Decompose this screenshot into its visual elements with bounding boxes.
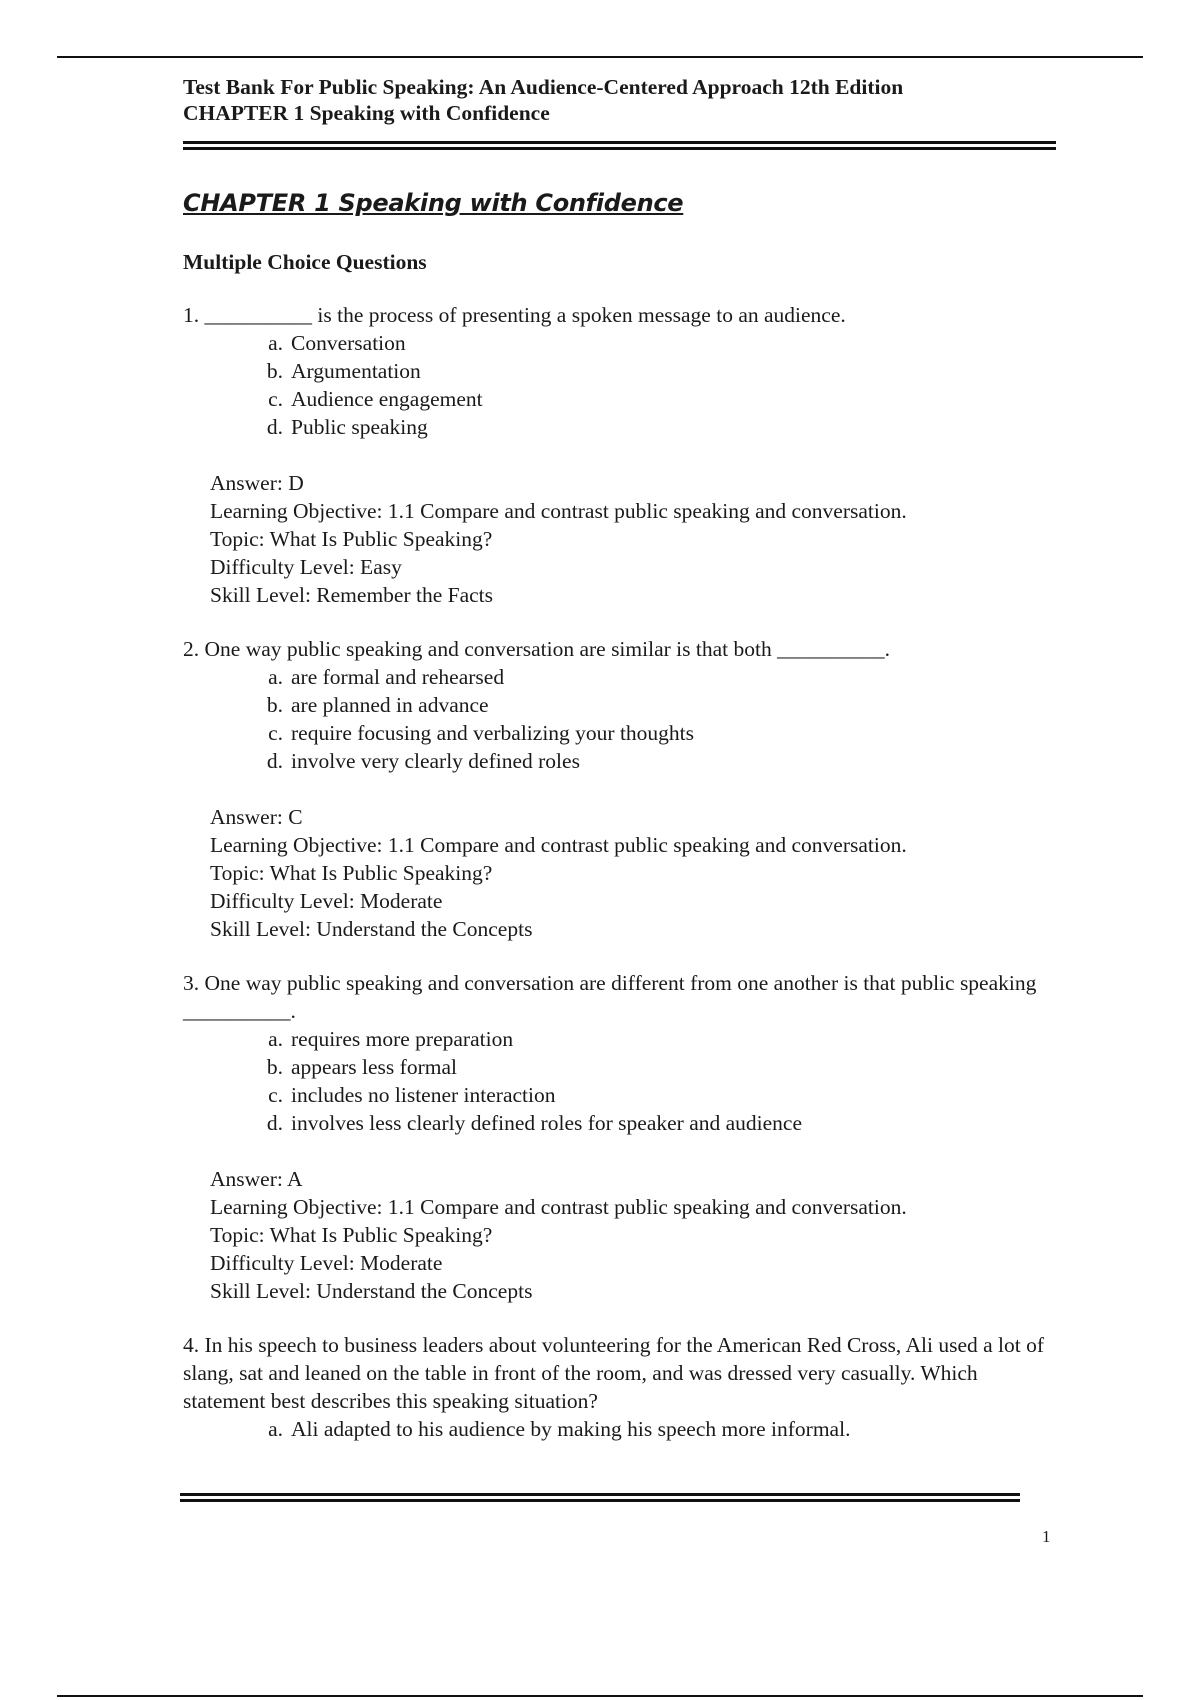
option-item <box>253 1415 1063 1443</box>
option-text: are formal and rehearsed <box>291 665 505 689</box>
answer-metadata <box>210 1165 1063 1305</box>
option-item <box>253 691 1063 719</box>
topic-line: Topic: What Is Public Speaking? <box>210 1223 493 1247</box>
answer-metadata <box>210 469 1063 609</box>
option-letter: d. <box>266 749 283 773</box>
question-text: 2. One way public speaking and conversation are similar is that both __________. <box>183 637 890 661</box>
option-letter: a. <box>268 331 283 355</box>
option-text: are planned in advance <box>291 693 489 717</box>
topic-line: Topic: What Is Public Speaking? <box>210 861 493 885</box>
option-text: includes no listener interaction <box>291 1083 556 1107</box>
option-letter: b. <box>266 359 283 383</box>
learning-objective: Learning Objective: 1.1 Compare and contrast public speaking and conversation. <box>210 833 907 857</box>
difficulty-line: Difficulty Level: Easy <box>210 555 402 579</box>
option-item <box>253 747 1063 775</box>
question-1 <box>183 301 1063 609</box>
topic-line: Topic: What Is Public Speaking? <box>210 527 493 551</box>
question-text: 4. In his speech to business leaders about volunteering for the American Red Cross, Ali used a lot of slang, sat and leaned on the table in front of the room, and was dressed very casually. Which statement best describes this speaking situation? <box>183 1333 1045 1413</box>
option-item <box>253 385 1063 413</box>
question-2 <box>183 635 1063 943</box>
question-text: 3. One way public speaking and conversation are different from one another is that public speaking __________. <box>183 971 1037 1023</box>
skill-line: Skill Level: Understand the Concepts <box>210 1279 533 1303</box>
answer-line: Answer: A <box>210 1167 303 1191</box>
option-item <box>253 413 1063 441</box>
option-letter: d. <box>266 415 283 439</box>
header-line-2: CHAPTER 1 Speaking with Confidence <box>183 101 550 125</box>
option-text: appears less formal <box>291 1055 457 1079</box>
option-item <box>253 1081 1063 1109</box>
option-text: requires more preparation <box>291 1027 514 1051</box>
page-number: 1 <box>1042 1527 1051 1546</box>
option-item <box>253 719 1063 747</box>
question-text: 1. __________ is the process of presenting a spoken message to an audience. <box>183 303 846 327</box>
option-letter: c. <box>268 721 283 745</box>
learning-objective: Learning Objective: 1.1 Compare and contrast public speaking and conversation. <box>210 499 907 523</box>
option-letter: c. <box>268 387 283 411</box>
option-text: require focusing and verbalizing your thoughts <box>291 721 695 745</box>
header-line-1: Test Bank For Public Speaking: An Audience-Centered Approach 12th Edition <box>183 75 904 99</box>
option-letter: b. <box>266 1055 283 1079</box>
option-text: Public speaking <box>291 415 428 439</box>
option-letter: b. <box>266 693 283 717</box>
difficulty-line: Difficulty Level: Moderate <box>210 1251 443 1275</box>
difficulty-line: Difficulty Level: Moderate <box>210 889 443 913</box>
option-item <box>253 1109 1063 1137</box>
option-text: Argumentation <box>291 359 421 383</box>
document-page <box>183 74 1063 1443</box>
skill-line: Skill Level: Remember the Facts <box>210 583 494 607</box>
header-double-rule <box>183 141 1056 150</box>
top-page-rule <box>57 56 1143 58</box>
option-letter: a. <box>268 1027 283 1051</box>
option-letter: a. <box>268 665 283 689</box>
footer-double-rule <box>180 1493 1020 1502</box>
option-text: involves less clearly defined roles for speaker and audience <box>291 1111 803 1135</box>
option-letter: a. <box>268 1417 283 1441</box>
section-heading: Multiple Choice Questions <box>183 250 427 274</box>
bottom-page-rule <box>57 1695 1143 1697</box>
option-list <box>183 1415 1063 1443</box>
learning-objective: Learning Objective: 1.1 Compare and contrast public speaking and conversation. <box>210 1195 907 1219</box>
option-text: Ali adapted to his audience by making his speech more informal. <box>291 1417 851 1441</box>
skill-line: Skill Level: Understand the Concepts <box>210 917 533 941</box>
option-item <box>253 663 1063 691</box>
answer-metadata <box>210 803 1063 943</box>
question-3 <box>183 969 1063 1305</box>
option-text: Audience engagement <box>291 387 483 411</box>
option-item <box>253 1025 1063 1053</box>
option-letter: c. <box>268 1083 283 1107</box>
option-list <box>183 329 1063 441</box>
answer-line: Answer: D <box>210 471 304 495</box>
question-4 <box>183 1331 1063 1443</box>
option-item <box>253 329 1063 357</box>
chapter-title: CHAPTER 1 Speaking with Confidence <box>183 189 684 217</box>
option-letter: d. <box>266 1111 283 1135</box>
option-list <box>183 663 1063 775</box>
option-item <box>253 357 1063 385</box>
option-text: involve very clearly defined roles <box>291 749 580 773</box>
option-item <box>253 1053 1063 1081</box>
answer-line: Answer: C <box>210 805 303 829</box>
option-list <box>183 1025 1063 1137</box>
option-text: Conversation <box>291 331 406 355</box>
